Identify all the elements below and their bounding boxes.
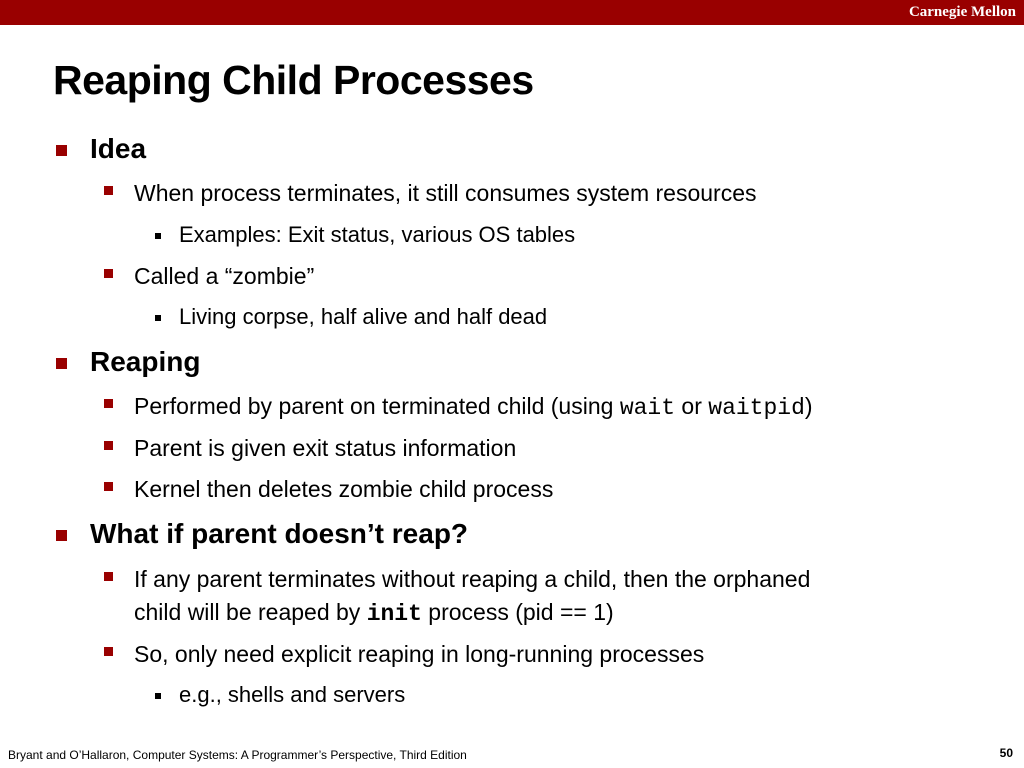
list-item: Parent is given exit status information	[134, 433, 516, 463]
code-waitpid: waitpid	[708, 395, 805, 421]
list-item-continuation: child will be reaped by init process (pid == 1)	[134, 599, 614, 627]
list-item: So, only need explicit reaping in long-running processes	[134, 639, 704, 669]
bullet-square-icon	[104, 399, 113, 408]
bullet-square-icon	[104, 647, 113, 656]
section-heading-idea: Idea	[90, 133, 146, 165]
footer-citation: Bryant and O’Hallaron, Computer Systems: A Programmer’s Perspective, Third Edition	[8, 748, 467, 762]
list-sub-item: e.g., shells and servers	[179, 680, 405, 710]
list-item: When process terminates, it still consumes system resources	[134, 178, 756, 208]
slide-title: Reaping Child Processes	[53, 57, 534, 103]
bullet-square-icon	[56, 530, 67, 541]
list-sub-item: Living corpse, half alive and half dead	[179, 302, 547, 332]
code-wait: wait	[619, 395, 676, 421]
header-bar	[0, 0, 1024, 25]
code-init: init	[366, 601, 422, 627]
list-item: Performed by parent on terminated child (using wait or waitpid)	[134, 391, 813, 423]
bullet-square-icon	[104, 572, 113, 581]
bullet-square-icon	[155, 233, 161, 239]
bullet-square-icon	[104, 441, 113, 450]
bullet-square-icon	[56, 358, 67, 369]
page-number: 50	[999, 746, 1013, 760]
section-heading-no-reap: What if parent doesn’t reap?	[90, 518, 468, 550]
bullet-square-icon	[56, 145, 67, 156]
brand-label: Carnegie Mellon	[908, 4, 1016, 20]
list-item: Called a “zombie”	[134, 261, 314, 291]
list-sub-item: Examples: Exit status, various OS tables	[179, 220, 575, 250]
bullet-square-icon	[104, 186, 113, 195]
bullet-square-icon	[155, 315, 161, 321]
bullet-square-icon	[155, 693, 161, 699]
list-item: Kernel then deletes zombie child process	[134, 474, 553, 504]
bullet-square-icon	[104, 269, 113, 278]
bullet-square-icon	[104, 482, 113, 491]
list-item: If any parent terminates without reaping a child, then the orphaned	[134, 564, 810, 594]
section-heading-reaping: Reaping	[90, 346, 200, 378]
